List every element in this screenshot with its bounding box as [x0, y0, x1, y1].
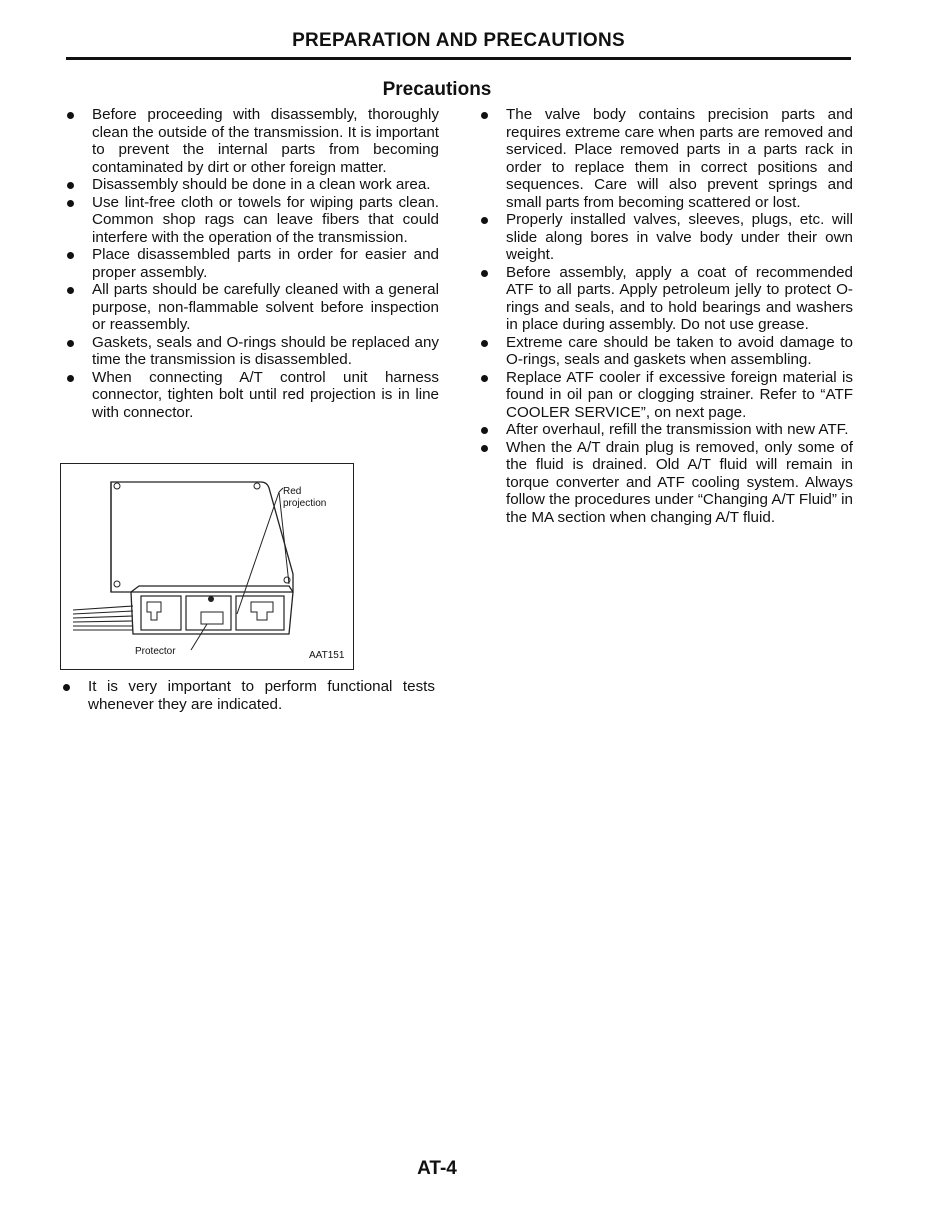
red-projection-label [283, 486, 326, 510]
right-column [478, 106, 853, 526]
red-label-line2: projection [283, 498, 327, 509]
page-header [66, 30, 851, 60]
left-column [64, 106, 439, 421]
bullet-item: The valve body contains precision parts and requires extreme care when parts are removed and serviced. Place removed parts in a parts rack in order to replace them in correct positions and sequences. Care will also prevent springs and small parts from becoming scattered or lost. [478, 106, 853, 211]
bullet-item: Properly installed valves, sleeves, plugs, etc. will slide along bores in valve body under their own weight. [478, 211, 853, 264]
bullet-item: After overhaul, refill the transmission with new ATF. [478, 421, 853, 439]
bullet-item: When connecting A/T control unit harness connector, tighten bolt until red projection is in line with connector. [64, 369, 439, 422]
bullet-item: All parts should be carefully cleaned with a general purpose, non-flammable solvent before inspection or reassembly. [64, 281, 439, 334]
bullet-item: When the A/T drain plug is removed, only some of the fluid is drained. Old A/T fluid will remain in torque converter and ATF cooling system. Always follow the procedures under “Changing A/T Fluid” in the MA section when changing A/T fluid. [478, 439, 853, 527]
bullet-item: Disassembly should be done in a clean work area. [64, 176, 439, 194]
bullet-item: Use lint-free cloth or towels for wiping parts clean. Common shop rags can leave fibers that could interfere with the operation of the transmission. [64, 194, 439, 247]
red-label-line1: Red [283, 486, 302, 497]
section-title: Precautions [382, 79, 492, 100]
bullet-item: Place disassembled parts in order for easier and proper assembly. [64, 246, 439, 281]
protector-label: Protector [135, 646, 176, 657]
bullet-item: Before assembly, apply a coat of recommended ATF to all parts. Apply petroleum jelly to protect O-rings and seals, and to hold bearings and washers in place during assembly. Do not use grease. [478, 264, 853, 334]
left-bottom-column [60, 678, 435, 713]
bullet-item: It is very important to perform functional tests whenever they are indicated. [60, 678, 435, 713]
figure-code: AAT151 [309, 650, 345, 661]
bullet-item: Extreme care should be taken to avoid damage to O-rings, seals and gaskets when assembling. [478, 334, 853, 369]
right-bullet-list [478, 106, 853, 526]
left-bottom-bullet-list [60, 678, 435, 713]
bullet-item: Replace ATF cooler if excessive foreign material is found in oil pan or clogging strainer. Refer to “ATF COOLER SERVICE”, on next page. [478, 369, 853, 422]
header-title: PREPARATION AND PRECAUTIONS [292, 30, 625, 51]
bullet-item: Gaskets, seals and O-rings should be replaced any time the transmission is disassembled. [64, 334, 439, 369]
connector-figure [60, 463, 354, 670]
page-number: AT-4 [417, 1158, 457, 1179]
left-bullet-list [64, 106, 439, 421]
bullet-item: Before proceeding with disassembly, thoroughly clean the outside of the transmission. It is important to prevent the internal parts from becoming contaminated by dirt or other foreign matter. [64, 106, 439, 176]
